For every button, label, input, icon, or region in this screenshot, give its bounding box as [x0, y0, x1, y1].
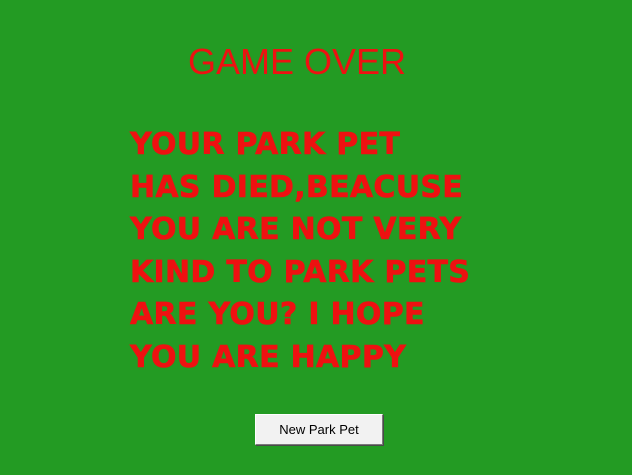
message-line: YOUR PARK PET [130, 127, 401, 162]
message-line: KIND TO PARK PETS [130, 254, 471, 290]
game-over-title: GAME OVER [188, 41, 407, 82]
new-park-pet-button[interactable]: New Park Pet [255, 414, 383, 445]
game-over-message [130, 124, 620, 379]
message-line: ARE YOU? I HOPE [130, 297, 425, 332]
message-line: YOU ARE NOT VERY [130, 212, 462, 247]
message-line: HAS DIED,BEACUSE [130, 169, 464, 205]
message-line: YOU ARE HAPPY [130, 339, 407, 375]
